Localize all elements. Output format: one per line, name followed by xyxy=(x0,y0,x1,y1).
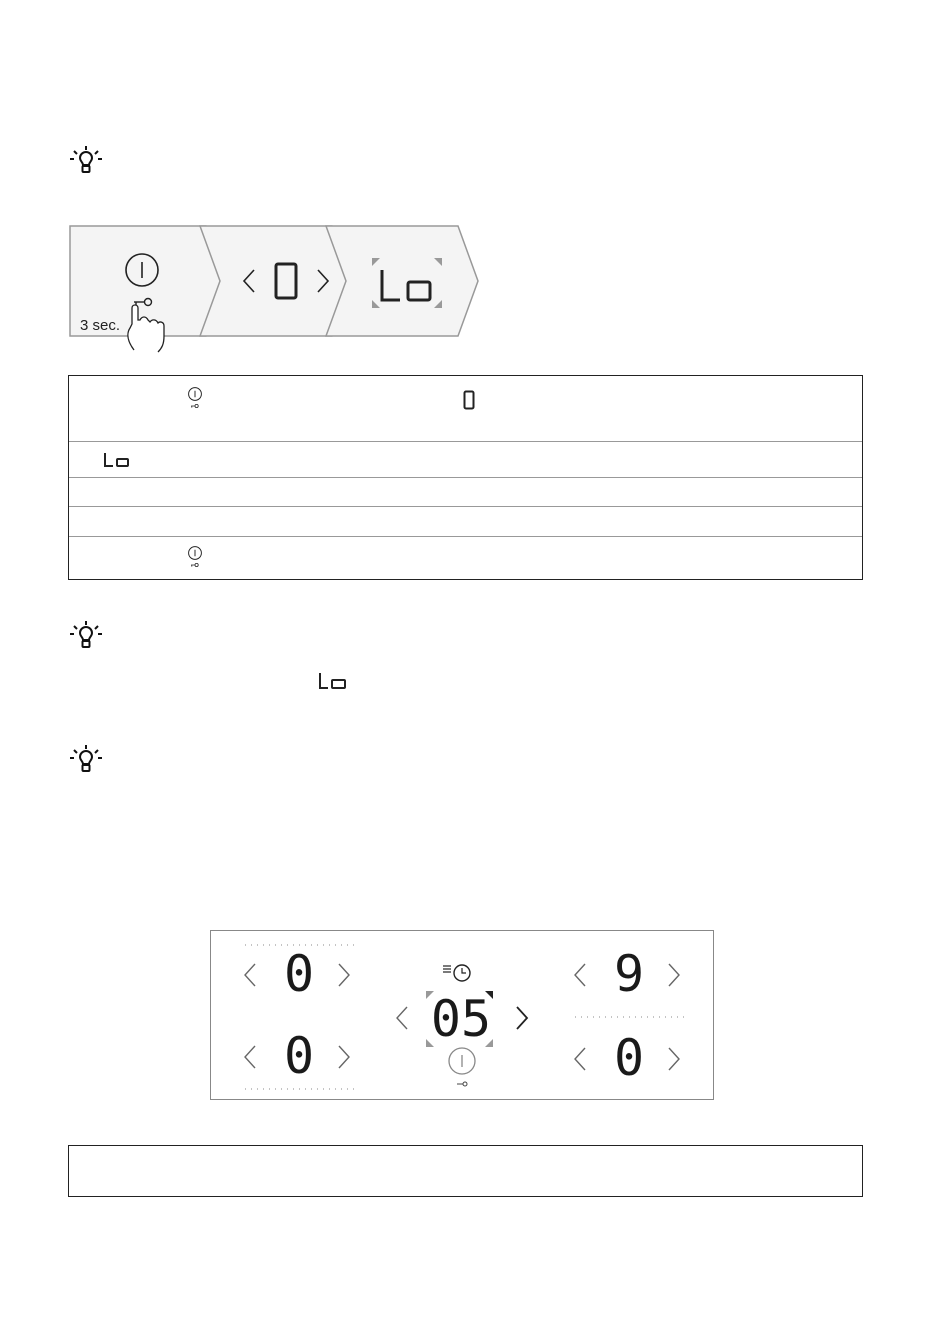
table-row xyxy=(69,507,862,537)
power-icon xyxy=(187,386,203,410)
lo-display-icon xyxy=(318,672,348,690)
table-row xyxy=(69,478,862,507)
timer-display: 05 xyxy=(430,990,492,1048)
instruction-table xyxy=(68,375,863,580)
zone2-increase-arrow xyxy=(339,1046,349,1068)
zone2-decrease-arrow xyxy=(245,1046,255,1068)
note-box xyxy=(68,1145,863,1197)
lightbulb-icon xyxy=(68,744,104,780)
table-row xyxy=(69,442,862,478)
lo-display-icon xyxy=(103,452,131,468)
zone1-increase-arrow xyxy=(339,964,349,986)
zone4-power-level: 0 xyxy=(613,1029,645,1087)
zone3-decrease-arrow xyxy=(575,964,585,986)
zone3-increase-arrow xyxy=(669,964,679,986)
lightbulb-icon xyxy=(68,145,104,181)
timer-decrease-arrow xyxy=(397,1007,407,1029)
lightbulb-icon xyxy=(68,620,104,656)
table-row xyxy=(69,376,862,442)
zone1-power-level: 0 xyxy=(283,945,315,1003)
zone1-decrease-arrow xyxy=(245,964,255,986)
zone4-increase-arrow xyxy=(669,1048,679,1070)
hold-duration-label: 3 sec. xyxy=(80,317,121,334)
zone4-decrease-arrow xyxy=(575,1048,585,1070)
zone3-power-level: 9 xyxy=(613,945,645,1003)
step-sequence xyxy=(68,224,488,356)
zone2-power-level: 0 xyxy=(283,1027,315,1085)
timer-increase-arrow xyxy=(517,1007,527,1029)
table-row xyxy=(69,537,862,579)
power-icon xyxy=(187,545,203,569)
digit-zero-icon xyxy=(463,390,475,410)
control-panel xyxy=(210,930,714,1100)
